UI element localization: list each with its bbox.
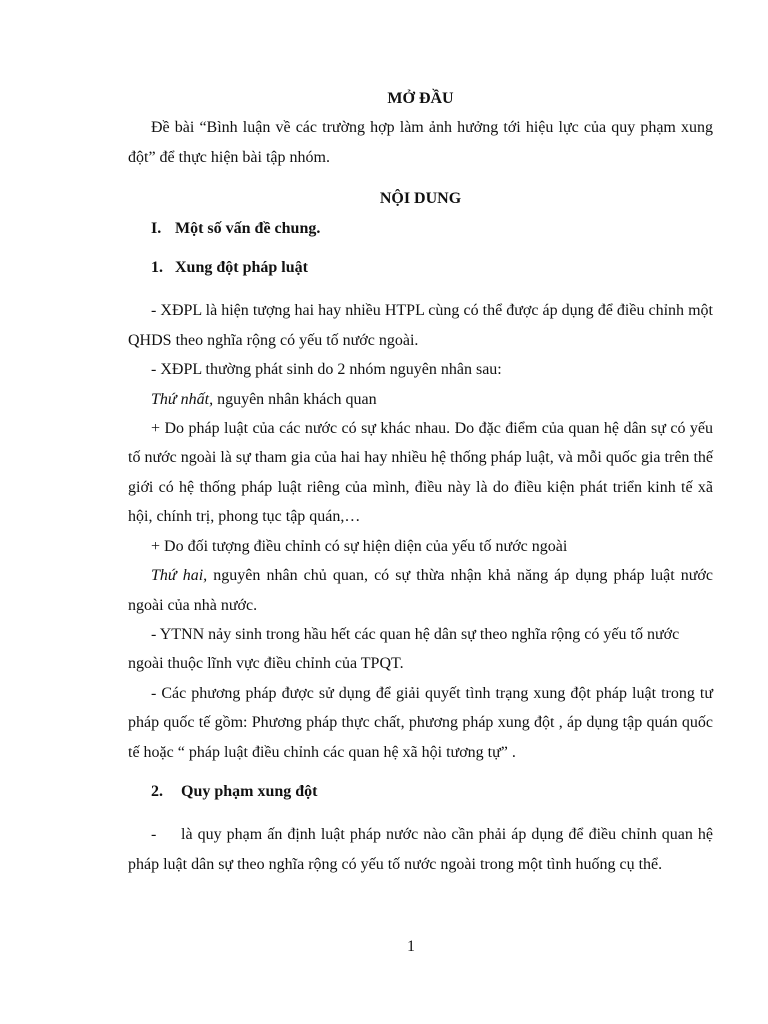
paragraph: - XĐPL thường phát sinh do 2 nhóm nguyên nhân sau: (151, 361, 502, 379)
paragraph (128, 561, 713, 620)
italic-lead: Thứ nhất, (151, 390, 214, 408)
paragraph-text: là quy phạm ấn định luật pháp nước nào cần phải áp dụng để điều chỉnh quan hệ pháp luật dân sự theo nghĩa rộng có yếu tố nước ngoài trong một tình huống cụ thể. (128, 826, 713, 873)
paragraph-text: nguyên nhân khách quan (213, 390, 377, 408)
paragraph: - XĐPL là hiện tượng hai hay nhiều HTPL cùng có thể được áp dụng để điều chỉnh một QHDS theo nghĩa rộng có yếu tố nước ngoài. (128, 302, 713, 349)
paragraph: - Các phương pháp được sử dụng để giải quyết tình trạng xung đột pháp luật trong tư pháp quốc tế gồm: Phương pháp thực chất, phương pháp xung đột , áp dụng tập quán quốc tế hoặc “ pháp luật điều chỉnh các quan hệ xã hội tương tự” . (128, 684, 713, 761)
section-1-title (128, 214, 713, 243)
paragraph-text: nguyên nhân chủ quan, có sự thừa nhận khả năng áp dụng pháp luật nước ngoài của nhà nước. (128, 567, 713, 614)
subsection-2-label: Quy phạm xung đột (181, 782, 318, 800)
subsection-1-title (128, 253, 713, 282)
subsection-2-title (128, 777, 713, 806)
paragraph (128, 385, 713, 414)
paragraph (128, 820, 713, 879)
subsection-1-label: Xung đột pháp luật (175, 259, 308, 277)
subsection-2-number: 2. (151, 782, 163, 800)
paragraph: - YTNN nảy sinh trong hầu hết các quan hệ dân sự theo nghĩa rộng có yếu tố nước ngoài thuộc lĩnh vực điều chỉnh của TPQT. (128, 625, 680, 673)
intro-paragraph: Đề bài “Bình luận về các trường hợp làm ảnh hưởng tới hiệu lực của quy phạm xung đột” để thực hiện bài tập nhóm. (128, 119, 713, 166)
paragraph: + Do đối tượng điều chỉnh có sự hiện diện của yếu tố nước ngoài (151, 537, 568, 555)
heading-intro: MỞ ĐẦU (387, 90, 454, 107)
document-body (128, 84, 713, 879)
dash-marker: - (151, 826, 157, 844)
page-number: 1 (407, 938, 415, 955)
subsection-1-number: 1. (151, 259, 163, 277)
paragraph: + Do pháp luật của các nước có sự khác nhau. Do đặc điểm của quan hệ dân sự có yếu tố nước ngoài là sự tham gia của hai hay nhiều hệ thống pháp luật, và mỗi quốc gia trên thế giới có hệ thống pháp luật riêng của mình, điều này là do điều kiện phát triển kinh tế xã hội, chính trị, phong tục tập quán,… (128, 420, 713, 526)
heading-content: NỘI DUNG (379, 190, 462, 208)
section-1-label: Một số vấn đề chung. (175, 219, 321, 237)
section-1-number: I. (151, 219, 162, 237)
italic-lead: Thứ hai, (151, 567, 208, 585)
